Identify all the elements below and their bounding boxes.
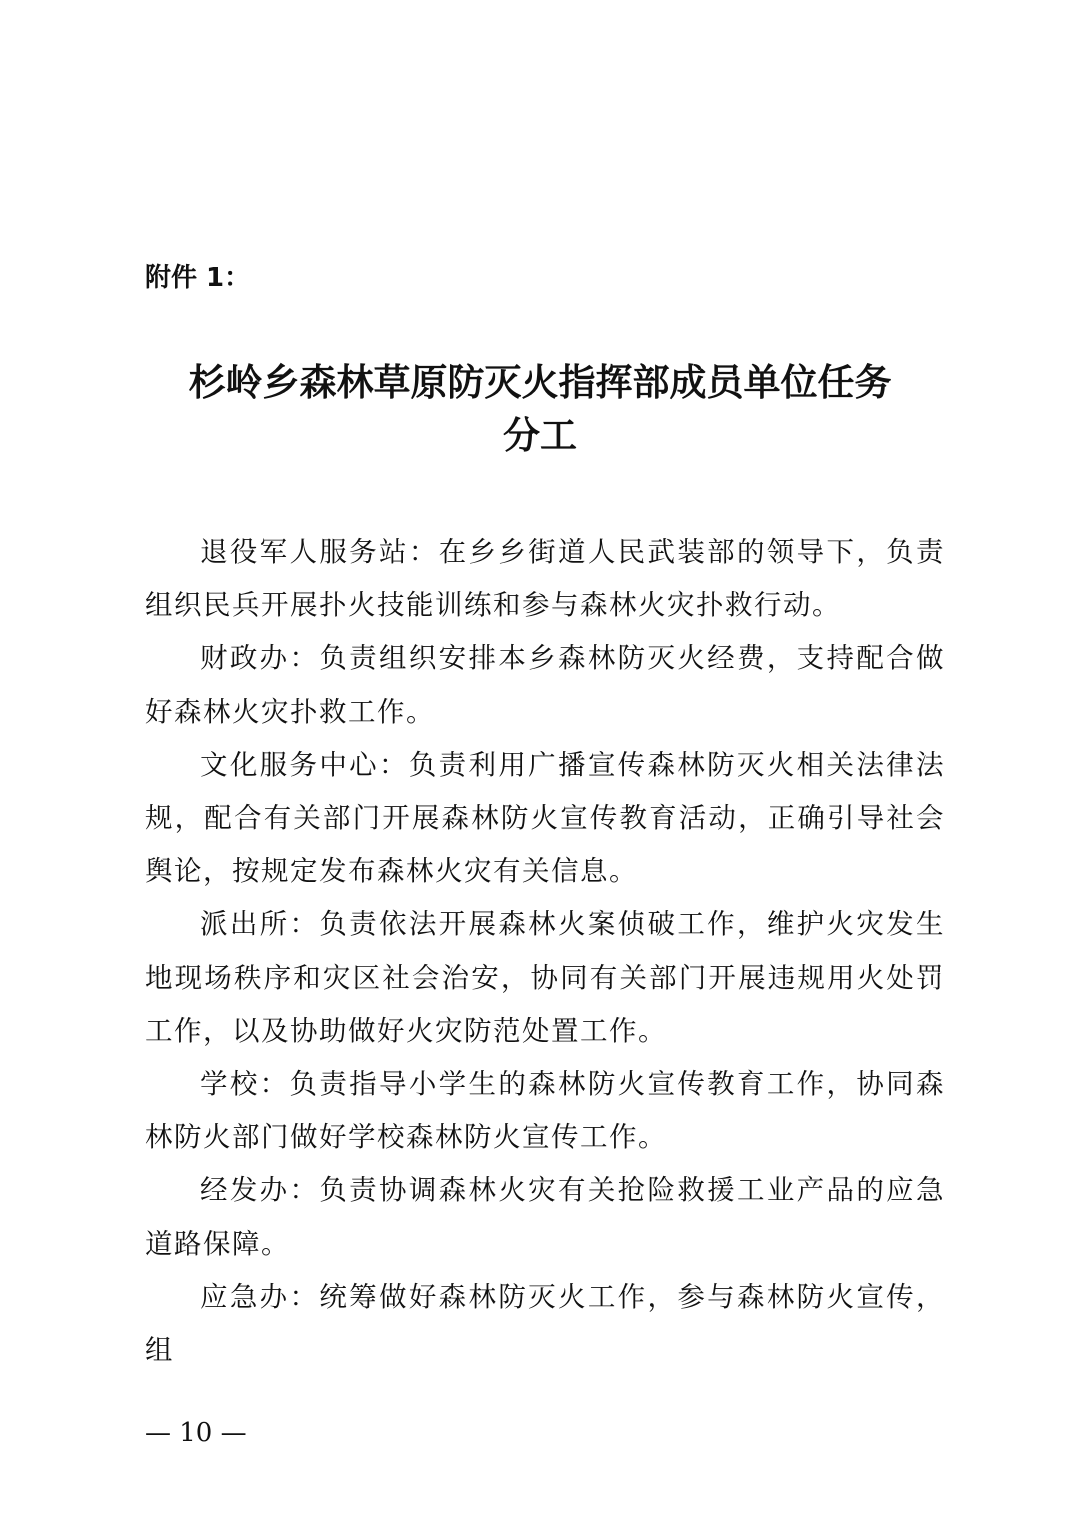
paragraph-economic-development-office: 经发办：负责协调森林火灾有关抢险救援工业产品的应急道路保障。 [145, 1174, 945, 1260]
paragraph-veterans-service-station: 退役军人服务站：在乡乡街道人民武装部的领导下，负责组织民兵开展扑火技能训练和参与森林火灾扑救行动。 [145, 536, 945, 622]
document-body [145, 526, 945, 1377]
document-title-line-2: 分工 [503, 414, 577, 457]
document-title-line-1: 杉岭乡森林草原防灭火指挥部成员单位任务 [188, 361, 892, 404]
paragraph-culture-service-center: 文化服务中心：负责利用广播宣传森林防灭火相关法律法规，配合有关部门开展森林防火宣传教育活动，正确引导社会舆论，按规定发布森林火灾有关信息。 [145, 748, 945, 888]
attachment-label: 附件 1： [145, 263, 251, 293]
paragraph-school: 学校：负责指导小学生的森林防火宣传教育工作，协同森林防火部门做好学校森林防火宣传工作。 [145, 1068, 945, 1154]
paragraph-finance-office: 财政办：负责组织安排本乡森林防灭火经费，支持配合做好森林火灾扑救工作。 [145, 642, 945, 728]
paragraph-police-station: 派出所：负责依法开展森林火案侦破工作，维护火灾发生地现场秩序和灾区社会治安，协同有关部门开展违规用火处罚工作，以及协助做好火灾防范处置工作。 [145, 908, 945, 1047]
page-number: — 10 — [145, 1418, 247, 1448]
paragraph-emergency-office: 应急办：统筹做好森林防灭火工作，参与森林防火宣传，组 [145, 1280, 945, 1367]
document-title [120, 356, 960, 462]
